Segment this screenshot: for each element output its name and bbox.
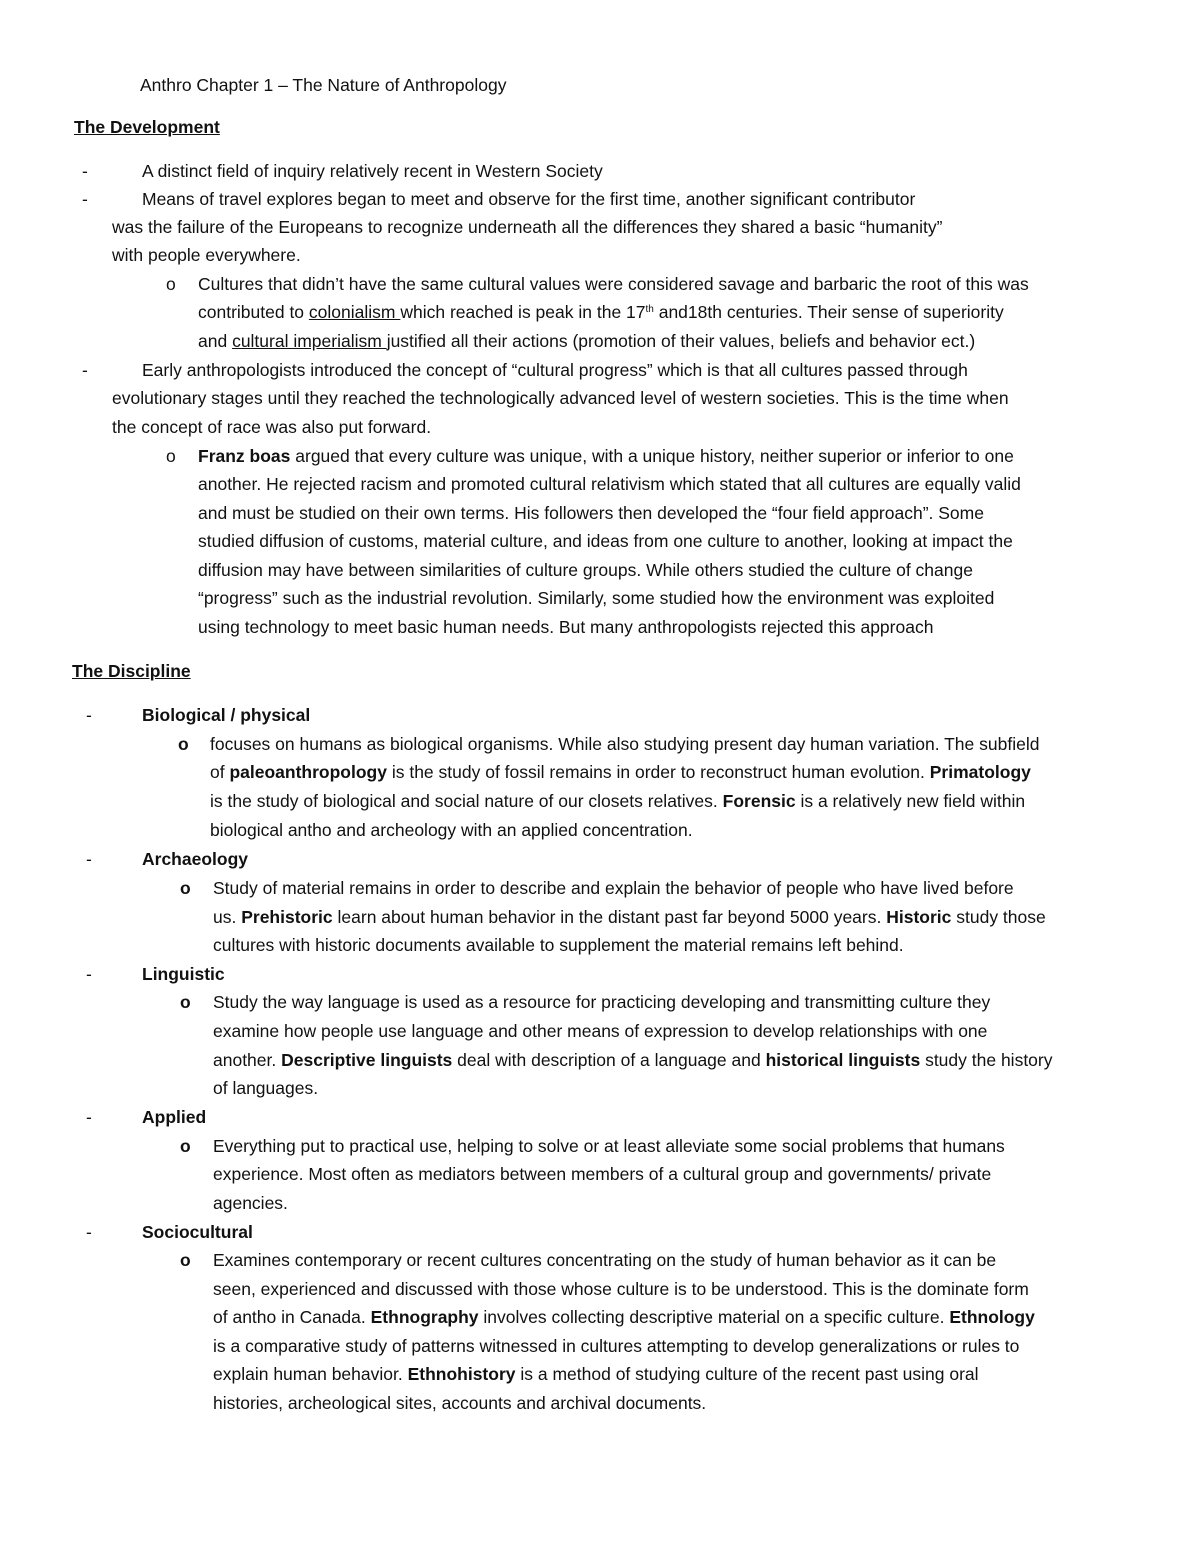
text-line: using technology to meet basic human needs. But many anthropologists rejected this approach (198, 617, 934, 637)
text-line: A distinct field of inquiry relatively recent in Western Society (142, 161, 603, 181)
circle-bullet: o (180, 1250, 191, 1270)
text-line: Early anthropologists introduced the concept of “cultural progress” which is that all cultures passed through (142, 360, 968, 380)
section-heading-discipline: The Discipline (72, 661, 191, 681)
section-heading-development: The Development (74, 117, 220, 137)
text-line: Study of material remains in order to describe and explain the behavior of people who have lived before (213, 878, 1014, 898)
dash-bullet: - (86, 705, 92, 725)
text-line: and cultural imperialism justified all their actions (promotion of their values, beliefs and behavior ect.) (198, 331, 976, 351)
text-line: contributed to colonialism which reached is peak in the 17th and18th centuries. Their sense of superiority (198, 302, 1004, 322)
text-line: Franz boas argued that every culture was unique, with a unique history, neither superior or inferior to one (198, 446, 1014, 466)
text-line: agencies. (213, 1193, 288, 1213)
circle-bullet: o (180, 1136, 191, 1156)
circle-bullet: o (180, 992, 191, 1012)
text-line: was the failure of the Europeans to recognize underneath all the differences they shared a basic “humanity” (112, 217, 943, 237)
circle-bullet: o (166, 446, 176, 466)
text-line: experience. Most often as mediators between members of a cultural group and governments/ private (213, 1164, 992, 1184)
text-line: biological antho and archeology with an applied concentration. (210, 820, 693, 840)
text-line: of antho in Canada. Ethnography involves collecting descriptive material on a specific culture. Ethnology (213, 1307, 1035, 1327)
term-colonialism: colonialism (308, 302, 401, 322)
text-line: evolutionary stages until they reached the technologically advanced level of western societies. This is the time when (112, 388, 1009, 408)
text-line: another. Descriptive linguists deal with description of a language and historical linguists study the history (213, 1050, 1053, 1070)
dash-bullet: - (82, 189, 88, 209)
subheading-linguistic: Linguistic (142, 964, 225, 984)
text-line: seen, experienced and discussed with those whose culture is to be understood. This is the dominate form (213, 1279, 1029, 1299)
text-line: is a comparative study of patterns witnessed in cultures attempting to develop generalizations or rules to (213, 1336, 1020, 1356)
dash-bullet: - (82, 360, 88, 380)
text-line: and must be studied on their own terms. His followers then developed the “four field approach”. Some (198, 503, 984, 523)
text-line: with people everywhere. (112, 245, 301, 265)
text-line: Cultures that didn’t have the same cultural values were considered savage and barbaric the root of this was (198, 274, 1029, 294)
text-line: Everything put to practical use, helping to solve or at least alleviate some social problems that humans (213, 1136, 1005, 1156)
text-line: cultures with historic documents available to supplement the material remains left behind. (213, 935, 904, 955)
text-line: Means of travel explores began to meet and observe for the first time, another significant contributor (142, 189, 916, 209)
dash-bullet: - (86, 849, 92, 869)
text-line: of languages. (213, 1078, 319, 1098)
text-line: is the study of biological and social nature of our closets relatives. Forensic is a relatively new field within (210, 791, 1026, 811)
circle-bullet: o (166, 274, 176, 294)
document-title: Anthro Chapter 1 – The Nature of Anthropology (140, 75, 507, 95)
text-line: histories, archeological sites, accounts and archival documents. (213, 1393, 707, 1413)
text-line: of paleoanthropology is the study of fossil remains in order to reconstruct human evolution. Primatology (210, 762, 1031, 782)
text-line: us. Prehistoric learn about human behavior in the distant past far beyond 5000 years. Historic study those (213, 907, 1046, 927)
term-cultural-imperialism: cultural imperialism (232, 331, 387, 351)
dash-bullet: - (82, 161, 88, 181)
text-line: the concept of race was also put forward. (112, 417, 432, 437)
text-line: “progress” such as the industrial revolution. Similarly, some studied how the environment was exploited (198, 588, 995, 608)
text-line: focuses on humans as biological organisms. While also studying present day human variation. The subfield (210, 734, 1040, 754)
dash-bullet: - (86, 1107, 92, 1127)
text-line: examine how people use language and other means of expression to develop relationships with one (213, 1021, 988, 1041)
text-line: diffusion may have between similarities of culture groups. While others studied the culture of change (198, 560, 973, 580)
circle-bullet: o (180, 878, 191, 898)
text-line: Study the way language is used as a resource for practicing developing and transmitting culture they (213, 992, 991, 1012)
dash-bullet: - (86, 1222, 92, 1242)
dash-bullet: - (86, 964, 92, 984)
text-line: another. He rejected racism and promoted cultural relativism which stated that all cultures are equally valid (198, 474, 1021, 494)
subheading-sociocultural: Sociocultural (142, 1222, 253, 1242)
text-line: Examines contemporary or recent cultures concentrating on the study of human behavior as it can be (213, 1250, 997, 1270)
subheading-biological: Biological / physical (142, 705, 311, 725)
text-line: explain human behavior. Ethnohistory is a method of studying culture of the recent past using oral (213, 1364, 979, 1384)
subheading-archaeology: Archaeology (142, 849, 248, 869)
subheading-applied: Applied (142, 1107, 207, 1127)
circle-bullet: o (178, 734, 189, 754)
text-line: studied diffusion of customs, material culture, and ideas from one culture to another, looking at impact the (198, 531, 1013, 551)
